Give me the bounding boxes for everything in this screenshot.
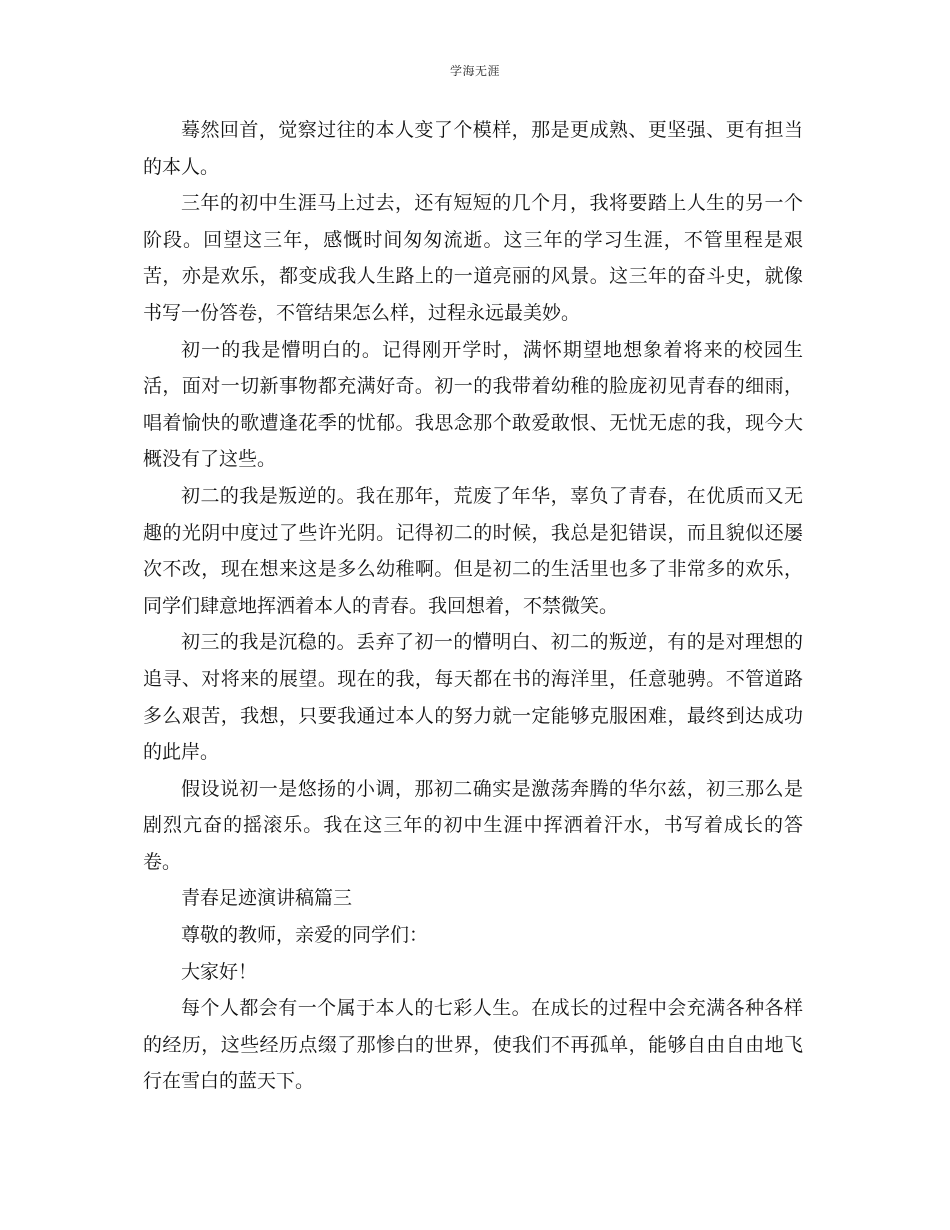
paragraph-5: 初三的我是沉稳的。丢弃了初一的懵明白、初二的叛逆，有的是对理想的追寻、对将来的展望。现在的我，每天都在书的海洋里，任意驰骋。不管道路多么艰苦，我想，只要我通过本人的努力就一定能够克服困难，最终到达成功的此岸。: [143, 631, 803, 764]
page-header: 学海无涯: [449, 64, 500, 78]
paragraph-2: 三年的初中生涯马上过去，还有短短的几个月，我将要踏上人生的另一个阶段。回望这三年，感慨时间匆匆流逝。这三年的学习生涯，不管里程是艰苦，亦是欢乐，都变成我人生路上的一道亮丽的风景。这三年的奋斗史，就像书写一份答卷，不管结果怎么样，过程永远最美妙。: [143, 192, 803, 324]
section-heading: 青春足迹演讲稿篇三: [181, 887, 353, 910]
document-body: [143, 112, 803, 1100]
paragraph-6: 假设说初一是悠扬的小调，那初二确实是激荡奔腾的华尔兹，初三那么是剧烈亢奋的摇滚乐。我在这三年的初中生涯中挥洒着汗水，书写着成长的答卷。: [143, 777, 803, 873]
paragraph-4: 初二的我是叛逆的。我在那年，荒废了年华，辜负了青春，在优质而又无趣的光阴中度过了些许光阴。记得初二的时候，我总是犯错误，而且貌似还屡次不改，现在想来这是多么幼稚啊。但是初二的生活里也多了非常多的欢乐，同学们肆意地挥洒着本人的青春。我回想着，不禁微笑。: [143, 484, 803, 617]
paragraph-3: 初一的我是懵明白的。记得刚开学时，满怀期望地想象着将来的校园生活，面对一切新事物都充满好奇。初一的我带着幼稚的脸庞初见青春的细雨，唱着愉快的歌遭逢花季的忧郁。我思念那个敢爱敢恨、无忧无虑的我，现今大概没有了这些。: [143, 338, 803, 471]
paragraph-1: 蓦然回首，觉察过往的本人变了个模样，那是更成熟、更坚强、更有担当的本人。: [143, 119, 803, 178]
greeting: 大家好！: [181, 960, 258, 983]
salutation: 尊敬的教师，亲爱的同学们：: [181, 924, 429, 947]
paragraph-7: 每个人都会有一个属于本人的七彩人生。在成长的过程中会充满各种各样的经历，这些经历点缀了那惨白的世界，使我们不再孤单，能够自由自由地飞行在雪白的蓝天下。: [143, 997, 803, 1093]
